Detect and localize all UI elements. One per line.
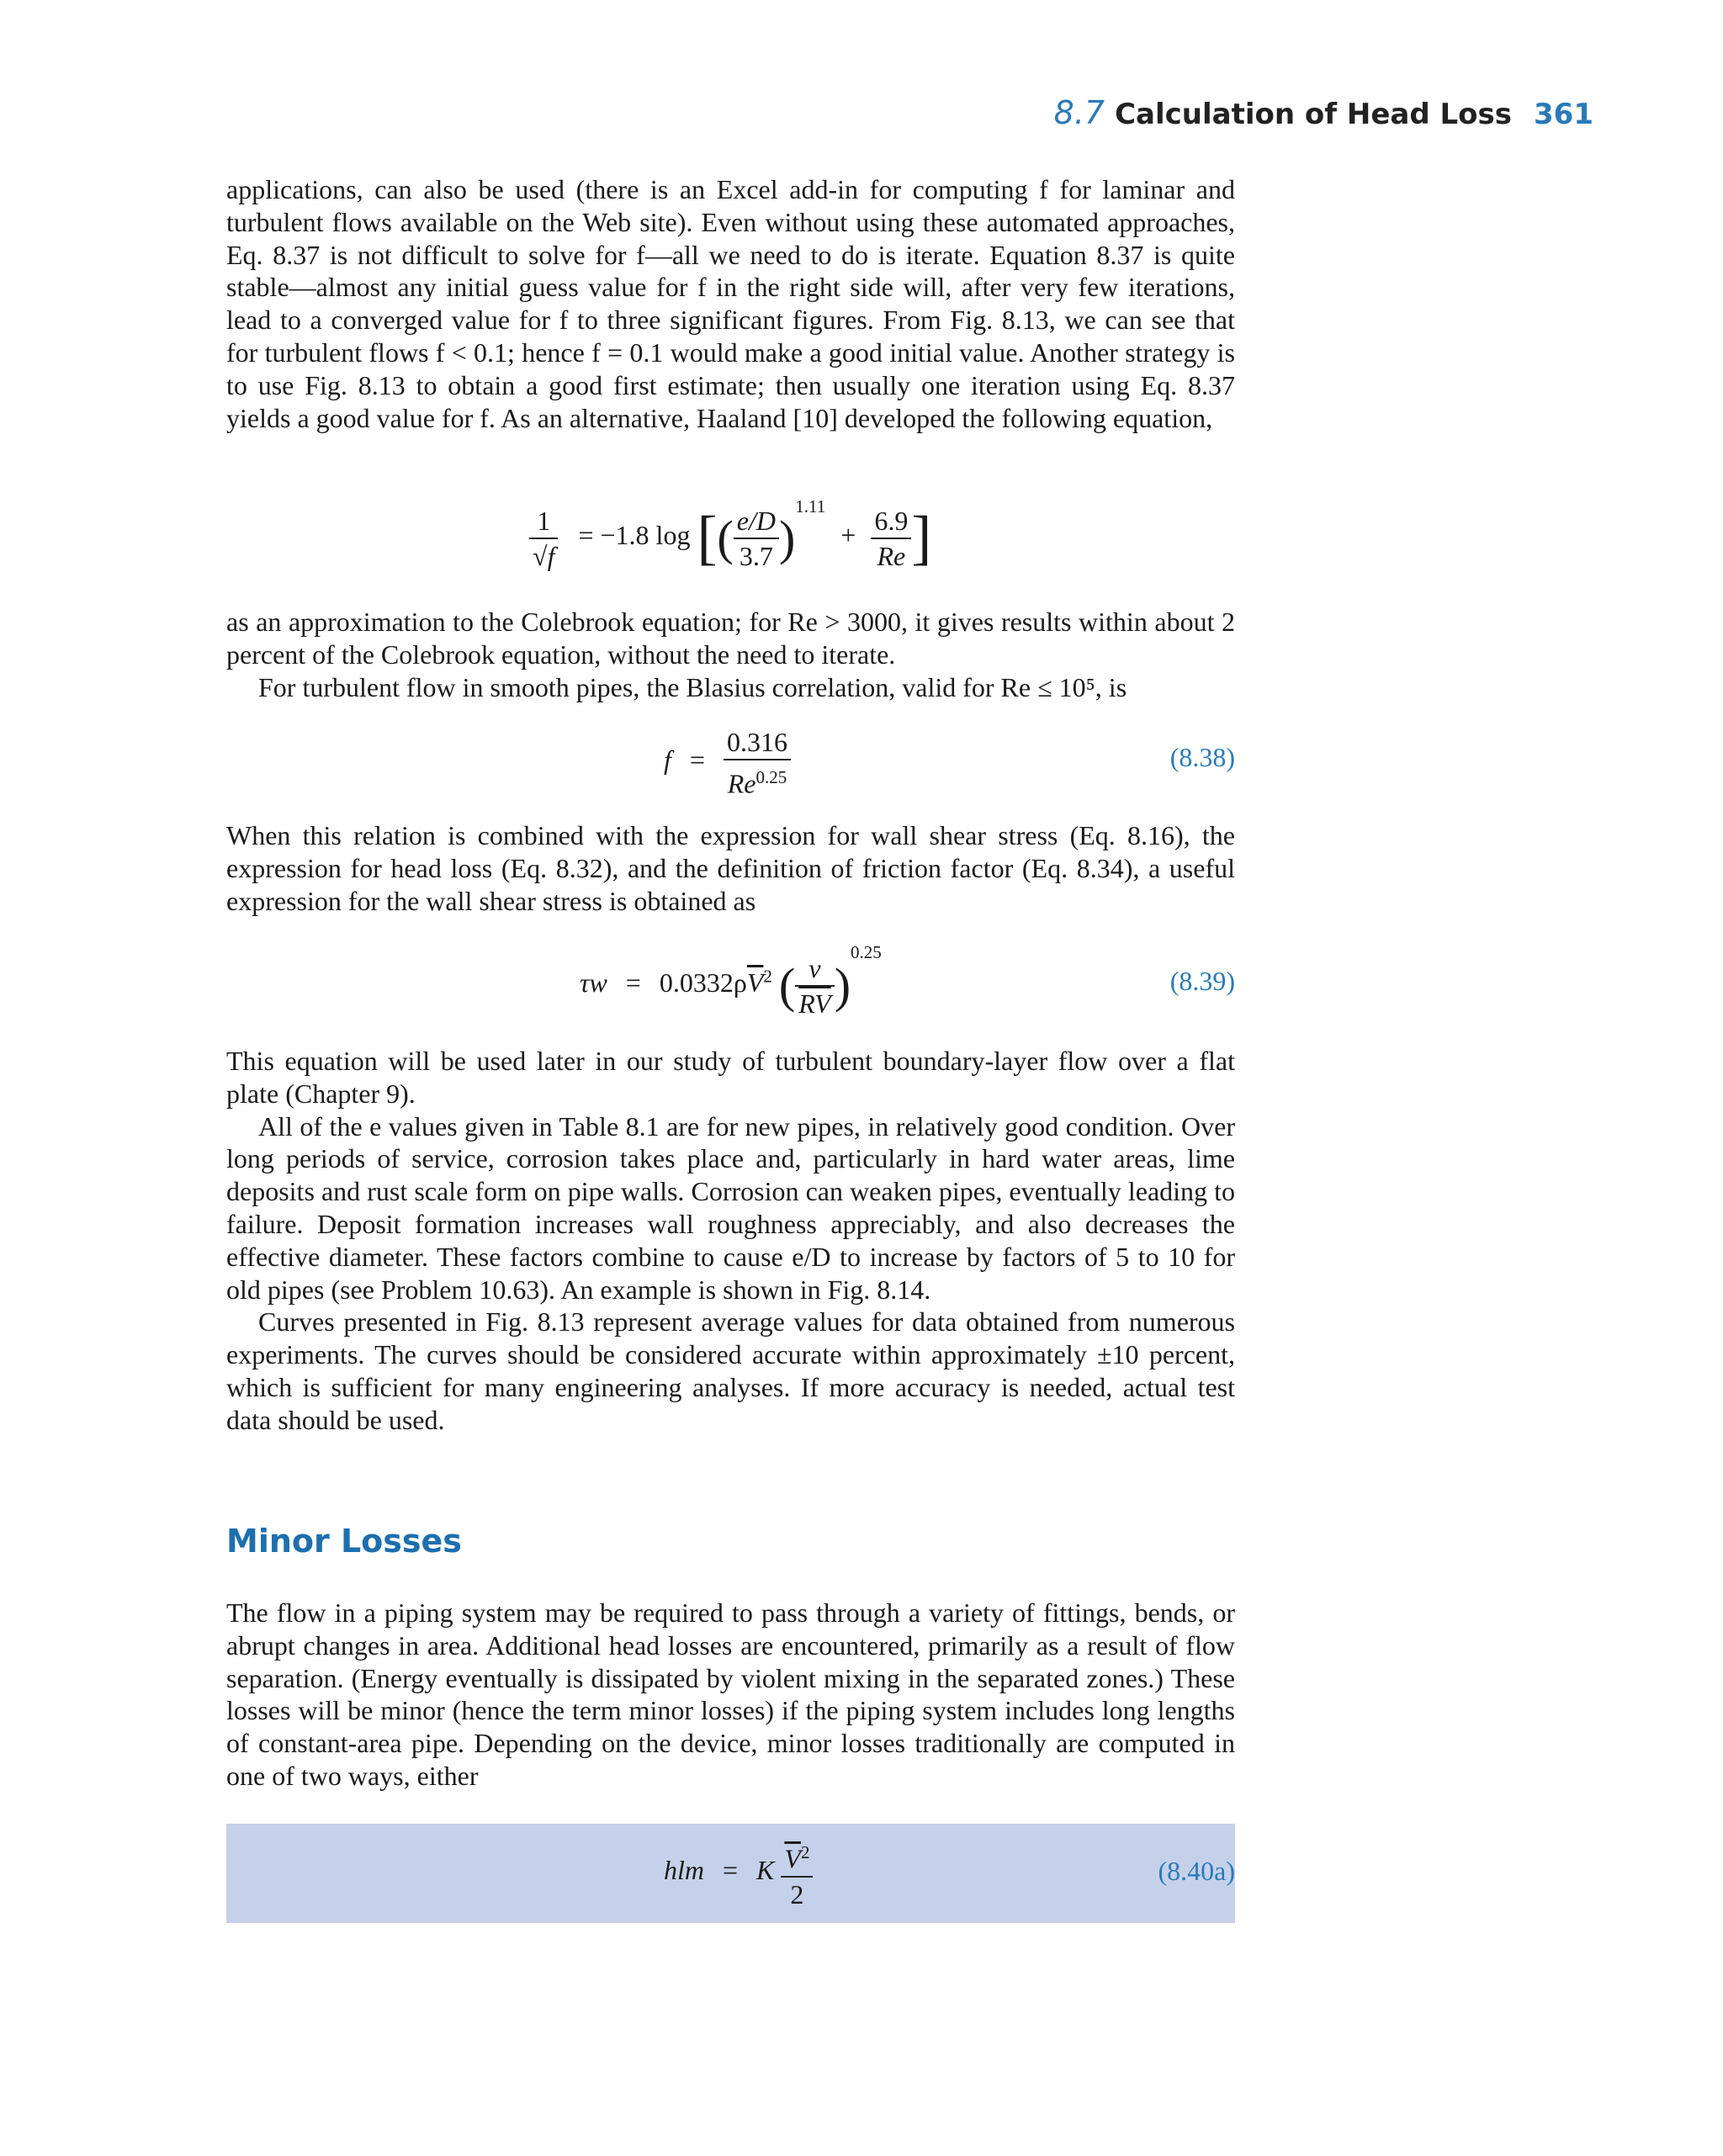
section-heading: Minor Losses	[226, 1523, 462, 1560]
paragraph: When this relation is combined with the expression for wall shear stress (Eq. 8.16), the expression for head loss (Eq. 8.32), and the definition of friction factor (Eq. 8.34), a useful expression for the wall shear stress is obtained as	[226, 820, 1235, 916]
paragraph: The flow in a piping system may be required to pass through a variety of fittings, bends, or abrupt changes in area. Additional head losses are encountered, primarily as a result of flow separation. (Energy eventually is dissipated by violent mixing in the separated zones.) These losses will be minor (hence the term minor losses) if the piping system includes long lengths of constant-area pipe. Depending on the device, minor losses traditionally are computed in one of two ways, either	[226, 1597, 1235, 1791]
equation-number: (8.40a)	[1158, 1856, 1235, 1886]
eq-numerator: 6.9	[871, 504, 911, 539]
eq-velocity: $\overline{V}$	[746, 967, 764, 998]
eq-numerator: e/D	[734, 504, 779, 539]
eq-den-exponent: 0.25	[755, 767, 787, 787]
eq-inner-fraction	[734, 504, 779, 573]
eq-denominator: Re	[877, 540, 906, 571]
eq-fraction	[724, 725, 791, 801]
equation-8-39	[226, 942, 1235, 1026]
eq-plus: +	[840, 520, 856, 550]
running-header	[1054, 94, 1593, 131]
equation-haaland	[226, 496, 1235, 589]
paren-open: (	[717, 511, 734, 566]
eq-lhs: f	[664, 744, 671, 776]
eq-fraction	[781, 1836, 813, 1911]
equation-number: (8.38)	[1169, 742, 1235, 772]
eq-numerator: 1	[529, 504, 558, 539]
eq-term-fraction	[871, 504, 911, 573]
paragraph: All of the e values given in Table 8.1 are for new pipes, in relatively good condition. Over long periods of service, corrosion takes place and, particularly in hard water areas, lime deposits and rust scale form on pipe walls. Corrosion can weaken pipes, eventually leading to failure. Deposit formation increases wall roughness appreciably, and also decreases the effective diameter. These factors combine to cause e/D to increase by factors of 5 to 10 for old pipes (see Problem 10.63). An example is shown in Fig. 8.14.	[226, 1110, 1235, 1305]
eq-denominator: 3.7	[739, 540, 773, 571]
section-title: Calculation of Head Loss	[1115, 98, 1513, 131]
paragraph: Curves presented in Fig. 8.13 represent average values for data obtained from numerous experiments. The curves should be considered accurate within approximately ±10 percent, which is sufficient for many engineering analyses. If more accuracy is needed, actual test data should be used.	[226, 1306, 1235, 1435]
paragraph: as an approximation to the Colebrook equation; for Re > 3000, it gives results within about 2 percent of the Colebrook equation, without the need to iterate.	[226, 607, 1235, 670]
equation-8-38	[226, 725, 1235, 801]
body-text-1	[226, 173, 1235, 434]
eq-lhs-fraction	[529, 504, 558, 573]
bracket-open: [	[697, 504, 718, 572]
paren-open: (	[778, 958, 796, 1014]
paren-close: )	[834, 958, 851, 1014]
eq-lhs: τw	[580, 967, 607, 998]
section-number: 8.7	[1053, 94, 1105, 131]
eq-k: K	[756, 1855, 775, 1886]
eq-exponent: 0.25	[851, 942, 882, 962]
body-text-4	[226, 1045, 1235, 1437]
eq-numerator: ν	[795, 951, 835, 987]
body-text-3	[226, 819, 1235, 917]
eq-equals: =	[625, 967, 641, 998]
eq-equals: =	[723, 1855, 739, 1886]
page-number: 361	[1534, 98, 1593, 131]
body-text-2	[226, 606, 1235, 703]
eq-rhs-prefix: = −1.8 log	[578, 520, 691, 550]
eq-denominator: √f	[533, 540, 555, 571]
bracket-close: ]	[911, 504, 932, 572]
eq-numerator: 0.316	[724, 725, 791, 760]
eq-numerator: $\overline{V}$	[784, 1843, 801, 1874]
paragraph: applications, can also be used (there is an Excel add-in for computing f for laminar and turbulent flows available on the Web site). Even without using these automated approaches, Eq. 8.37 is not difficult to solve for f—all we need to do is iterate. Equation 8.37 is quite stable—almost any initial guess value for f in the right side will, after very few iterations, lead to a converged value for f to three significant figures. From Fig. 8.13, we can see that for turbulent flows f < 0.1; hence f = 0.1 would make a good initial value. Another strategy is to use Fig. 8.13 to obtain a good first estimate; then usually one iteration using Eq. 8.37 yields a good value for f. As an alternative, Haaland [10] developed the following equation,	[226, 174, 1235, 433]
equation-number: (8.39)	[1169, 966, 1235, 996]
equation-8-40a-box	[226, 1824, 1235, 1923]
eq-fraction	[795, 951, 835, 1020]
paragraph: For turbulent flow in smooth pipes, the Blasius correlation, valid for Re ≤ 10⁵, is	[258, 671, 1127, 702]
eq-exponent: 1.11	[795, 496, 826, 516]
eq-denominator: 2	[790, 1878, 804, 1910]
eq-equals: =	[689, 744, 705, 776]
eq-den-base: Re	[727, 768, 756, 799]
eq-denominator: RV	[798, 988, 831, 1019]
eq-num-exponent: 2	[800, 1842, 810, 1862]
eq-coefficient: 0.0332ρ	[659, 967, 747, 998]
eq-velocity-exponent: 2	[763, 966, 772, 987]
eq-lhs: hlm	[664, 1855, 704, 1886]
body-text-5	[226, 1597, 1235, 1793]
paren-close: )	[778, 511, 796, 566]
paragraph: This equation will be used later in our study of turbulent boundary-layer flow over a flat plate (Chapter 9).	[226, 1046, 1235, 1109]
